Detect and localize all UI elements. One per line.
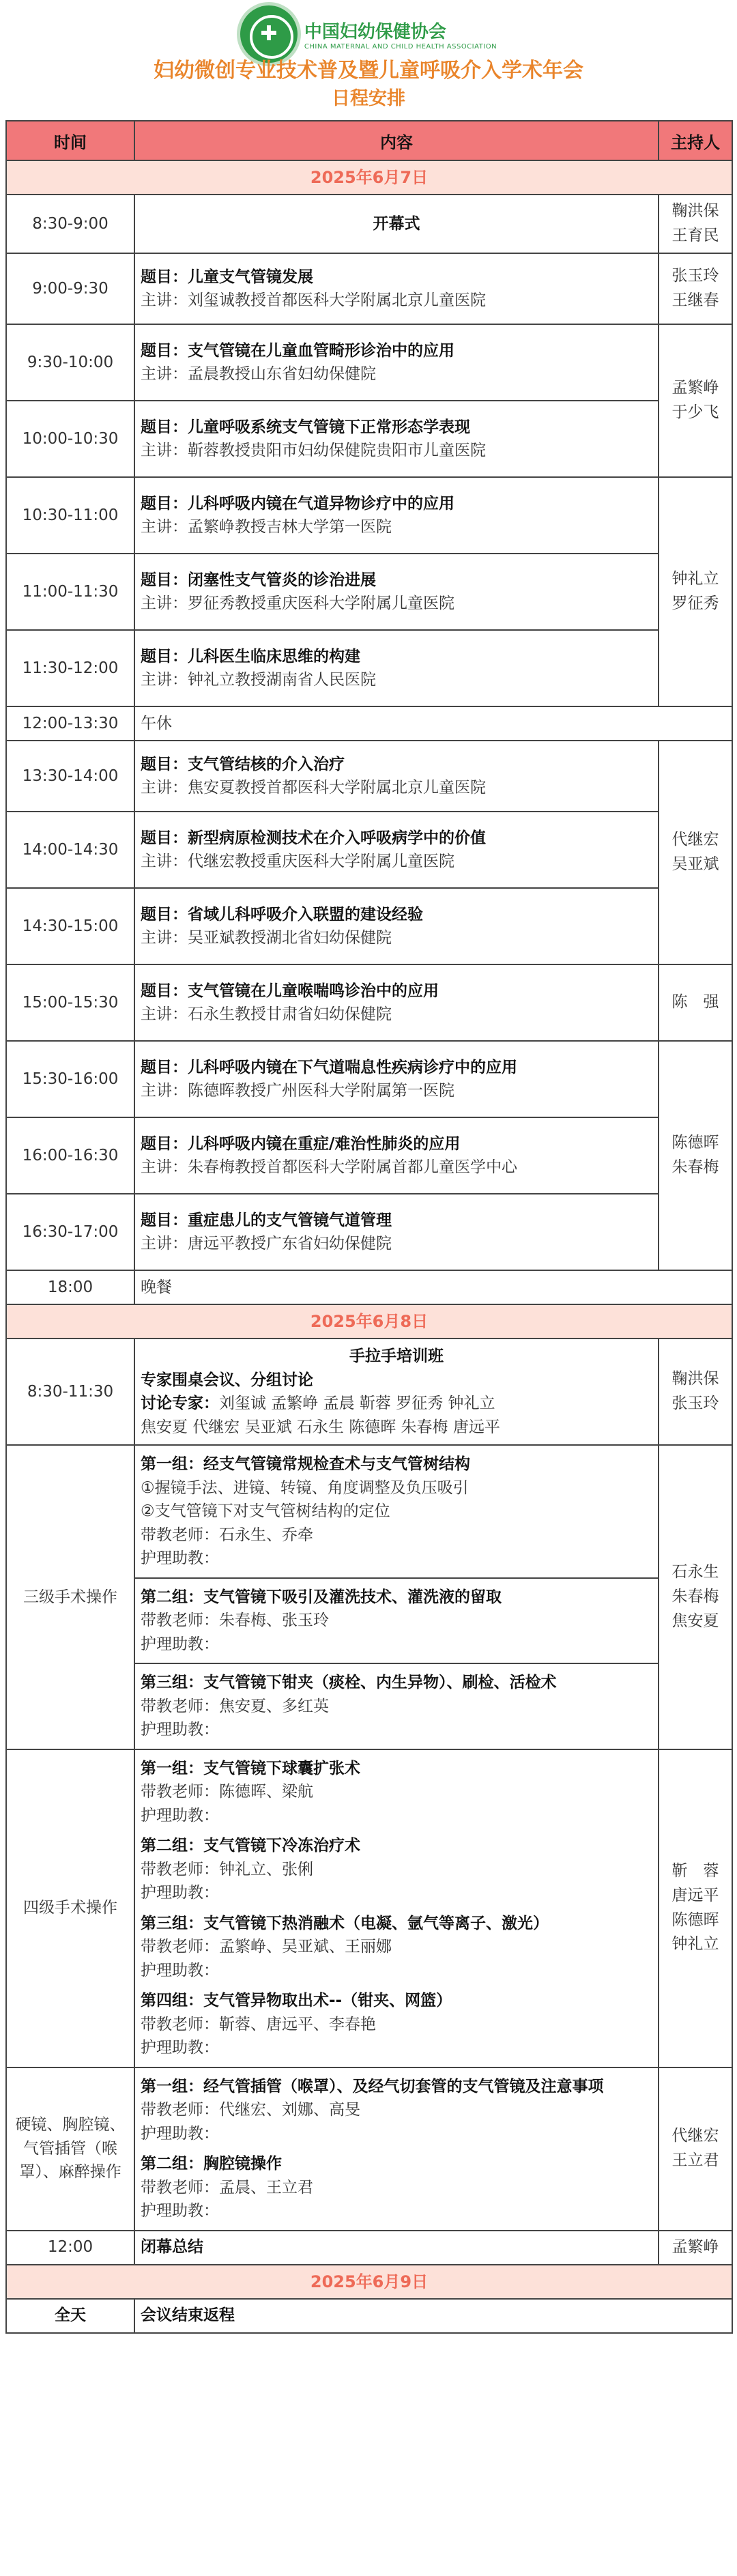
- experts-label: 讨论专家：: [141, 1394, 219, 1412]
- group-teachers: 带教老师：石永生、乔牵: [141, 1526, 313, 1544]
- host-cell: 孟繁峥 于少飞: [659, 324, 732, 477]
- host-cell: 代继宏 王立君: [659, 2067, 732, 2231]
- experts-list: 焦安夏 代继宏 吴亚斌 石永生 陈德晖 朱春梅 唐远平: [141, 1418, 500, 1436]
- page-header: [0, 0, 737, 120]
- host-cell: 孟繁峥: [659, 2231, 732, 2265]
- group-title: 第一组：经支气管镜常规检查术与支气管树结构: [141, 1455, 470, 1473]
- talk-cell: [134, 630, 659, 706]
- talk-speaker: 主讲：罗征秀教授重庆医科大学附属儿童医院: [141, 595, 454, 612]
- time-cell: 四级手术操作: [6, 1749, 134, 2067]
- group-nurse: 护理助教：: [141, 2202, 219, 2220]
- talk-title: 题目：新型病原检测技术在介入呼吸病学中的价值: [141, 829, 486, 847]
- talk-cell: [134, 888, 659, 964]
- table-row: [6, 1339, 732, 1445]
- talk-speaker: 主讲：朱春梅教授首都医科大学附属首都儿童医学中心: [141, 1158, 517, 1176]
- talk-title: 题目：儿童支气管镜发展: [141, 268, 313, 286]
- host-cell: 鞠洪保 王育民: [659, 195, 732, 253]
- group-title: 第一组：支气管镜下球囊扩张术: [141, 1759, 360, 1777]
- table-row: [6, 253, 732, 324]
- talk-speaker: 主讲：陈德晖教授广州医科大学附属第一医院: [141, 1082, 454, 1100]
- group-nurse: 护理助教：: [141, 1961, 219, 1979]
- schedule-subtitle: 日程安排: [332, 88, 405, 109]
- talk-cell: [134, 964, 659, 1041]
- table-row: [6, 1270, 732, 1304]
- schedule-table: [5, 120, 733, 2334]
- time-cell: 9:30-10:00: [6, 324, 134, 401]
- table-row: [6, 324, 732, 401]
- conference-title: 妇幼微创专业技术普及暨儿童呼吸介入学术年会: [154, 59, 583, 83]
- time-cell: 15:30-16:00: [6, 1041, 134, 1117]
- time-cell: 硬镜、胸腔镜、气管插管（喉罩）、麻醉操作: [6, 2067, 134, 2231]
- group-nurse: 护理助教：: [141, 1635, 219, 1653]
- host-cell: 石永生 朱春梅 焦安夏: [659, 1445, 732, 1749]
- date-row-day3: 2025年6月9日: [6, 2265, 732, 2299]
- time-cell: 12:00-13:30: [6, 706, 134, 741]
- host-cell: 鞠洪保 张玉玲: [659, 1339, 732, 1445]
- org-name: 中国妇幼保健协会: [304, 22, 446, 42]
- talk-speaker: 主讲：孟晨教授山东省妇幼保健院: [141, 365, 376, 383]
- table-row: [6, 1117, 732, 1194]
- training-format: 专家围桌会议、分组讨论: [141, 1371, 313, 1389]
- time-cell: 14:00-14:30: [6, 812, 134, 888]
- talk-speaker: 主讲：刘玺诚教授首都医科大学附属北京儿童医院: [141, 291, 486, 309]
- org-english-name: CHINA MATERNAL AND CHILD HEALTH ASSOCIATION: [304, 43, 497, 51]
- group-nurse: 护理助教：: [141, 1549, 219, 1567]
- talk-cell: [134, 554, 659, 630]
- date-row-day2: 2025年6月8日: [6, 1304, 732, 1339]
- time-cell: 16:30-17:00: [6, 1194, 134, 1270]
- time-cell: 8:30-11:30: [6, 1339, 134, 1445]
- host-cell: 陈 强: [659, 964, 732, 1041]
- column-header-time: 时间: [6, 121, 134, 160]
- host-cell: 代继宏 吴亚斌: [659, 741, 732, 964]
- column-header-host: 主持人: [659, 121, 732, 160]
- training-cell: [134, 1339, 659, 1445]
- talk-title: 题目：支气管镜在儿童喉喘鸣诊治中的应用: [141, 982, 439, 1000]
- table-row: [6, 195, 732, 253]
- table-row: [6, 630, 732, 706]
- talk-cell: [134, 1041, 659, 1117]
- group-title: 第三组：支气管镜下热消融术（电凝、氩气等离子、激光）: [141, 1914, 549, 1932]
- column-header-content: 内容: [134, 121, 659, 160]
- group-nurse: 护理助教：: [141, 1721, 219, 1738]
- talk-speaker: 主讲：焦安夏教授首都医科大学附属北京儿童医院: [141, 779, 486, 797]
- group-detail: ①握镜手法、进镜、转镜、角度调整及负压吸引: [141, 1478, 469, 1497]
- time-cell: 16:00-16:30: [6, 1117, 134, 1194]
- group-detail: ②支气管镜下对支气管树结构的定位: [141, 1502, 390, 1520]
- time-cell: 11:00-11:30: [6, 554, 134, 630]
- table-row: [6, 2067, 732, 2231]
- group-teachers: 带教老师：孟繁峥、吴亚斌、王丽娜: [141, 1938, 392, 1956]
- table-row: [6, 888, 732, 964]
- org-text: [304, 18, 497, 51]
- experts-list: 刘玺诚 孟繁峥 孟晨 靳蓉 罗征秀 钟礼立: [219, 1394, 495, 1412]
- talk-speaker: 主讲：代继宏教授重庆医科大学附属儿童医院: [141, 853, 454, 870]
- talk-title: 题目：儿童呼吸系统支气管镜下正常形态学表现: [141, 418, 470, 436]
- group-cell: [134, 1749, 659, 2067]
- group-nurse: 护理助教：: [141, 1806, 219, 1824]
- table-header-row: [6, 121, 732, 160]
- talk-cell: [134, 253, 659, 324]
- group-teachers: 带教老师：代继宏、刘娜、高旻: [141, 2101, 360, 2119]
- training-heading: 手拉手培训班: [349, 1347, 444, 1365]
- talk-cell: [134, 401, 659, 477]
- time-cell: 11:30-12:00: [6, 630, 134, 706]
- time-cell: 8:30-9:00: [6, 195, 134, 253]
- time-cell: 10:30-11:00: [6, 477, 134, 554]
- dinner: 晚餐: [134, 1270, 732, 1304]
- talk-title: 题目：支气管镜在儿童血管畸形诊治中的应用: [141, 341, 454, 360]
- table-row: [6, 812, 732, 888]
- talk-cell: [134, 741, 659, 812]
- talk-title: 题目：儿科呼吸内镜在下气道喘息性疾病诊疗中的应用: [141, 1058, 517, 1076]
- closing-summary: 闭幕总结: [134, 2231, 659, 2265]
- table-row: [6, 706, 732, 741]
- talk-title: 题目：闭塞性支气管炎的诊治进展: [141, 571, 376, 589]
- group-title: 第一组：经气管插管（喉罩）、及经气切套管的支气管镜及注意事项: [141, 2077, 604, 2095]
- opening-ceremony: 开幕式: [134, 195, 659, 253]
- time-cell: 14:30-15:00: [6, 888, 134, 964]
- table-row: [6, 1194, 732, 1270]
- group-nurse: 护理助教：: [141, 2124, 219, 2143]
- group-title: 第二组：支气管镜下吸引及灌洗技术、灌洗液的留取: [141, 1588, 502, 1606]
- table-row: [6, 741, 732, 812]
- departure: 会议结束返程: [134, 2299, 732, 2333]
- group-teachers: 带教老师：朱春梅、张玉玲: [141, 1612, 329, 1629]
- talk-title: 题目：重症患儿的支气管镜气道管理: [141, 1211, 392, 1229]
- lunch-break: 午休: [134, 706, 732, 741]
- talk-cell: [134, 324, 659, 401]
- time-cell: 18:00: [6, 1270, 134, 1304]
- talk-speaker: 主讲：靳蓉教授贵阳市妇幼保健院贵阳市儿童医院: [141, 442, 486, 459]
- group-teachers: 带教老师：靳蓉、唐远平、李春艳: [141, 2015, 376, 2033]
- talk-cell: [134, 812, 659, 888]
- group-title: 第四组：支气管异物取出术--（钳夹、网篮）: [141, 1992, 452, 2009]
- talk-speaker: 主讲：石永生教授甘肃省妇幼保健院: [141, 1005, 392, 1023]
- talk-cell: [134, 1117, 659, 1194]
- table-row: [6, 1041, 732, 1117]
- talk-cell: [134, 477, 659, 554]
- host-cell: 靳 蓉 唐远平 陈德晖 钟礼立: [659, 1749, 732, 2067]
- table-row: [6, 1749, 732, 2067]
- table-row: [6, 401, 732, 477]
- time-cell: 12:00: [6, 2231, 134, 2265]
- talk-cell: [134, 1194, 659, 1270]
- group-nurse: 护理助教：: [141, 1884, 219, 1902]
- group-teachers: 带教老师：焦安夏、多红英: [141, 1697, 329, 1715]
- table-row: [6, 964, 732, 1041]
- table-row: [6, 2231, 732, 2265]
- talk-speaker: 主讲：吴亚斌教授湖北省妇幼保健院: [141, 929, 392, 947]
- time-cell: 10:00-10:30: [6, 401, 134, 477]
- time-cell: 全天: [6, 2299, 134, 2333]
- group-cell: [134, 1578, 659, 1664]
- host-cell: 张玉玲 王继春: [659, 253, 732, 324]
- talk-speaker: 主讲：钟礼立教授湖南省人民医院: [141, 671, 376, 689]
- talk-title: 题目：支气管结核的介入治疗: [141, 755, 345, 773]
- group-title: 第二组：胸腔镜操作: [141, 2155, 282, 2173]
- group-teachers: 带教老师：钟礼立、张俐: [141, 1860, 313, 1878]
- time-cell: 三级手术操作: [6, 1445, 134, 1749]
- group-cell: [134, 1445, 659, 1578]
- host-cell: 陈德晖 朱春梅: [659, 1041, 732, 1270]
- time-cell: 15:00-15:30: [6, 964, 134, 1041]
- talk-title: 题目：儿科呼吸内镜在重症/难治性肺炎的应用: [141, 1134, 461, 1153]
- talk-speaker: 主讲：唐远平教授广东省妇幼保健院: [141, 1235, 392, 1253]
- host-cell: 钟礼立 罗征秀: [659, 477, 732, 706]
- group-cell: [134, 2067, 659, 2231]
- talk-speaker: 主讲：孟繁峥教授吉林大学第一医院: [141, 518, 392, 536]
- group-title: 第二组：支气管镜下冷冻治疗术: [141, 1837, 360, 1855]
- table-row: [6, 477, 732, 554]
- table-row: [6, 1445, 732, 1578]
- group-nurse: 护理助教：: [141, 2039, 219, 2057]
- group-title: 第三组：支气管镜下钳夹（痰栓、内生异物）、刷检、活检术: [141, 1674, 557, 1691]
- date-row-day1: 2025年6月7日: [6, 160, 732, 195]
- association-logo-icon: ✚: [240, 5, 298, 63]
- time-cell: 13:30-14:00: [6, 741, 134, 812]
- talk-title: 题目：儿科呼吸内镜在气道异物诊疗中的应用: [141, 494, 454, 513]
- group-teachers: 带教老师：孟晨、王立君: [141, 2178, 313, 2196]
- group-cell: [134, 1663, 659, 1749]
- table-row: [6, 554, 732, 630]
- time-cell: 9:00-9:30: [6, 253, 134, 324]
- talk-title: 题目：儿科医生临床思维的构建: [141, 647, 360, 666]
- table-row: [6, 2299, 732, 2333]
- group-teachers: 带教老师：陈德晖、梁航: [141, 1783, 313, 1801]
- talk-title: 题目：省域儿科呼吸介入联盟的建设经验: [141, 905, 423, 924]
